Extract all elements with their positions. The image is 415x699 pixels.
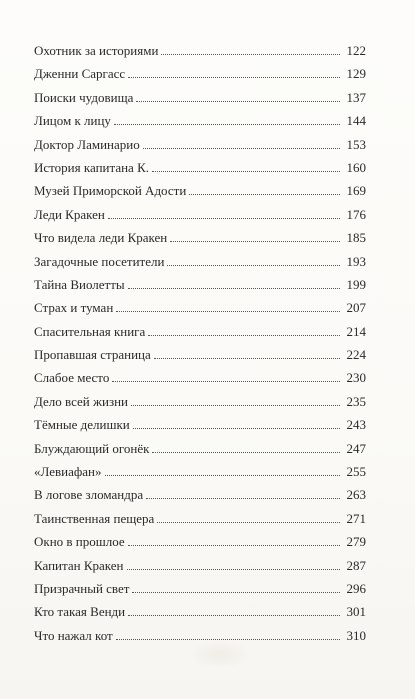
table-of-contents xyxy=(34,39,366,647)
toc-entry xyxy=(34,133,366,156)
toc-entry xyxy=(34,460,366,483)
toc-entry-page: 255 xyxy=(346,464,366,480)
toc-entry-title: Окно в прошлое xyxy=(34,534,125,550)
toc-entry-page: 214 xyxy=(346,323,366,339)
toc-entry-title: Кто такая Венди xyxy=(34,604,126,620)
toc-entry-title: Поиски чудовища xyxy=(34,89,134,105)
toc-entry xyxy=(34,179,366,202)
toc-entry-page: 310 xyxy=(346,627,366,643)
toc-entry-title: Слабое место xyxy=(34,370,110,386)
toc-entry-page: 122 xyxy=(346,43,366,58)
dot-leader xyxy=(127,569,341,570)
toc-entry xyxy=(34,413,366,436)
toc-entry xyxy=(34,530,366,553)
dot-leader xyxy=(112,381,340,382)
toc-entry-title: Доктор Ламинарио xyxy=(34,136,140,152)
dot-leader xyxy=(105,475,340,476)
toc-entry-page: 169 xyxy=(346,183,366,199)
dot-leader xyxy=(132,592,340,593)
toc-entry xyxy=(34,366,366,389)
toc-entry-title: «Левиафан» xyxy=(34,464,102,480)
dot-leader xyxy=(148,335,340,336)
dot-leader xyxy=(167,265,340,266)
toc-entry-title: Музей Приморской Адости xyxy=(34,183,187,199)
toc-entry-page: 193 xyxy=(346,253,366,269)
toc-entry-title: Блуждающий огонёк xyxy=(34,440,150,456)
toc-entry-page: 279 xyxy=(346,534,366,550)
dot-leader xyxy=(108,218,340,219)
dot-leader xyxy=(133,428,340,429)
toc-entry-title: Что видела леди Кракен xyxy=(34,230,168,246)
toc-entry-title: Дженни Саргасс xyxy=(34,66,126,82)
toc-entry-page: 144 xyxy=(346,113,366,129)
toc-entry-page: 263 xyxy=(346,487,366,503)
toc-entry-page: 301 xyxy=(346,604,366,620)
toc-entry xyxy=(34,390,366,413)
toc-entry-title: История капитана К. xyxy=(34,159,149,175)
dot-leader xyxy=(157,522,340,523)
dot-leader xyxy=(146,498,340,499)
toc-entry-title: Призрачный свет xyxy=(34,580,130,596)
toc-entry-title: Тёмные делишки xyxy=(34,417,130,433)
dot-leader xyxy=(143,148,340,149)
toc-entry-page: 296 xyxy=(346,580,366,596)
toc-entry-page: 199 xyxy=(346,276,366,292)
toc-entry xyxy=(34,203,366,226)
toc-entry xyxy=(34,62,366,85)
dot-leader xyxy=(189,194,340,195)
toc-entry xyxy=(34,86,366,109)
toc-entry-page: 137 xyxy=(346,89,366,105)
dot-leader xyxy=(128,545,340,546)
toc-entry-page: 129 xyxy=(346,66,366,82)
toc-entry xyxy=(34,273,366,296)
dot-leader xyxy=(131,405,340,406)
toc-entry-title: Таинственная пещера xyxy=(34,510,155,526)
toc-entry xyxy=(34,483,366,506)
toc-entry xyxy=(34,437,366,460)
toc-entry xyxy=(34,507,366,530)
toc-entry xyxy=(34,296,366,319)
toc-entry-page: 207 xyxy=(346,300,366,316)
dot-leader xyxy=(136,101,340,102)
dot-leader xyxy=(152,452,340,453)
toc-entry-page: 287 xyxy=(346,557,366,573)
toc-entry-page: 230 xyxy=(346,370,366,386)
toc-entry-title: Спасительная книга xyxy=(34,323,146,339)
toc-entry-title: Дело всей жизни xyxy=(34,393,128,409)
toc-entry-title: Загадочные посетители xyxy=(34,253,165,269)
toc-entry-page: 243 xyxy=(346,417,366,433)
toc-entry-title: Страх и туман xyxy=(34,300,114,316)
toc-entry-title: Что нажал кот xyxy=(34,627,113,643)
dot-leader xyxy=(161,54,340,55)
toc-entry xyxy=(34,320,366,343)
toc-entry-title: Пропавшая страница xyxy=(34,347,151,363)
dot-leader xyxy=(152,171,340,172)
paper-smudge xyxy=(190,640,250,668)
toc-entry xyxy=(34,156,366,179)
toc-entry xyxy=(34,39,366,62)
toc-entry-title: Леди Кракен xyxy=(34,206,105,222)
toc-entry-page: 185 xyxy=(346,230,366,246)
toc-entry xyxy=(34,226,366,249)
toc-entry-page: 247 xyxy=(346,440,366,456)
toc-entry-title: В логове зломандра xyxy=(34,487,144,503)
dot-leader xyxy=(128,615,340,616)
toc-entry-title: Тайна Виолетты xyxy=(34,276,125,292)
toc-entry-page: 160 xyxy=(346,159,366,175)
dot-leader xyxy=(116,311,340,312)
dot-leader xyxy=(170,241,340,242)
dot-leader xyxy=(114,124,340,125)
dot-leader xyxy=(128,288,340,289)
toc-entry-page: 176 xyxy=(346,206,366,222)
toc-entry xyxy=(34,577,366,600)
toc-entry-page: 153 xyxy=(346,136,366,152)
toc-entry xyxy=(34,600,366,623)
dot-leader xyxy=(128,77,340,78)
toc-entry xyxy=(34,343,366,366)
toc-entry-title: Охотник за историями xyxy=(34,43,159,58)
toc-entry-page: 224 xyxy=(346,347,366,363)
toc-entry xyxy=(34,554,366,577)
dot-leader xyxy=(154,358,340,359)
toc-entry xyxy=(34,250,366,273)
toc-entry xyxy=(34,109,366,132)
toc-entry-page: 235 xyxy=(346,393,366,409)
toc-entry-title: Капитан Кракен xyxy=(34,557,124,573)
toc-entry-title: Лицом к лицу xyxy=(34,113,111,129)
toc-entry-page: 271 xyxy=(346,510,366,526)
